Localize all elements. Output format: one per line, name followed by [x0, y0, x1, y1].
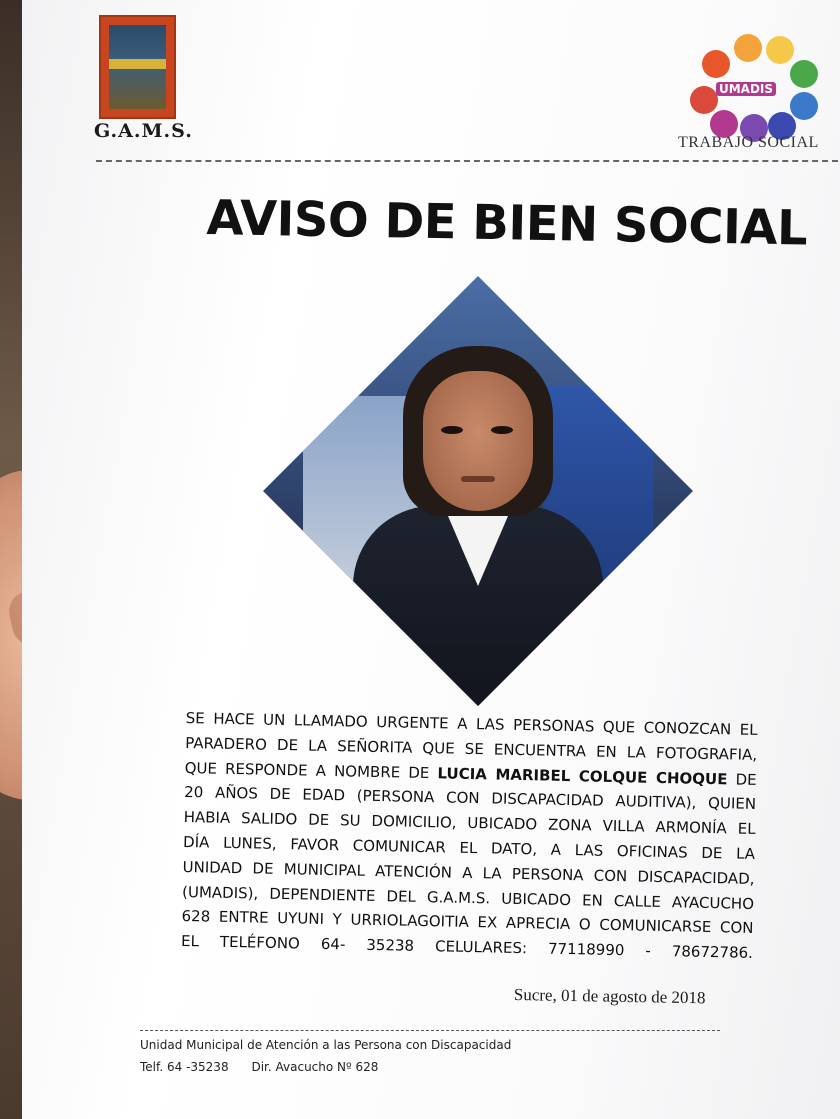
gams-logo-text: G.A.M.S.	[94, 120, 193, 142]
notice-body	[181, 706, 758, 966]
photo-eye	[491, 426, 513, 434]
body-line: UNIDAD DE MUNICIPAL ATENCIÓN A LA PERSONA CON DISCAPACIDAD,	[182, 857, 755, 888]
name-prefix: QUE RESPONDE A NOMBRE DE	[184, 758, 430, 782]
body-line: HABIA SALIDO DE SU DOMICILIO, UBICADO ZONA VILLA ARMONÍA EL	[183, 808, 756, 839]
body-line: 628 ENTRE UYUNI Y URRIOLAGOITIA EX APRECIA O COMUNICARSE CON	[181, 907, 754, 938]
body-line: (UMADIS), DEPENDIENTE DEL G.A.M.S. UBICADO EN CALLE AYACUCHO	[181, 882, 755, 913]
trabajo-social-caption: TRABAJO SOCIAL	[678, 134, 819, 151]
header-divider	[96, 160, 838, 162]
footer-divider	[140, 1030, 720, 1031]
footer-phone: Telf. 64 -35238	[140, 1060, 229, 1074]
logo-figure-icon	[790, 60, 818, 88]
logo-figure-icon	[790, 92, 818, 120]
footer-address: Dir. Avacucho Nº 628	[251, 1060, 379, 1074]
crest-band	[109, 59, 166, 69]
page-title: AVISO DE BIEN SOCIAL	[206, 190, 808, 257]
name-suffix: DE	[735, 770, 757, 789]
person-name: LUCIA MARIBEL COLQUE CHOQUE	[437, 763, 728, 788]
logo-figure-icon	[734, 34, 762, 62]
body-line: 20 AÑOS DE EDAD (PERSONA CON DISCAPACIDAD AUDITIVA), QUIEN	[184, 783, 757, 814]
photo-mouth	[461, 476, 495, 482]
logo-figure-icon	[702, 50, 730, 78]
body-line: PARADERO DE LA SEÑORITA QUE SE ENCUENTRA EN LA FOTOGRAFIA,	[185, 733, 758, 764]
photo-face	[423, 371, 533, 511]
cell-label: CELULARES:	[434, 937, 528, 958]
logo-figure-icon	[766, 36, 794, 64]
cell-numbers: 77118990 - 78672786.	[547, 939, 754, 963]
photo-eye	[441, 426, 463, 434]
date-line: Sucre, 01 de agosto de 2018	[513, 985, 706, 1008]
footer-unit: Unidad Municipal de Atención a las Persona con Discapacidad	[140, 1038, 512, 1052]
umadis-logo-word: UMADIS	[716, 82, 776, 96]
footer-contact	[140, 1060, 378, 1074]
logo-figure-icon	[690, 86, 718, 114]
phone-label: EL TELÉFONO	[180, 932, 301, 953]
gams-crest-logo	[99, 15, 176, 119]
body-line: DÍA LUNES, FAVOR COMUNICAR EL DATO, A LAS OFICINAS DE LA	[182, 832, 756, 863]
phone-number: 64- 35238	[320, 935, 415, 955]
body-line: SE HACE UN LLAMADO URGENTE A LAS PERSONAS QUE CONOZCAN EL	[185, 708, 758, 739]
